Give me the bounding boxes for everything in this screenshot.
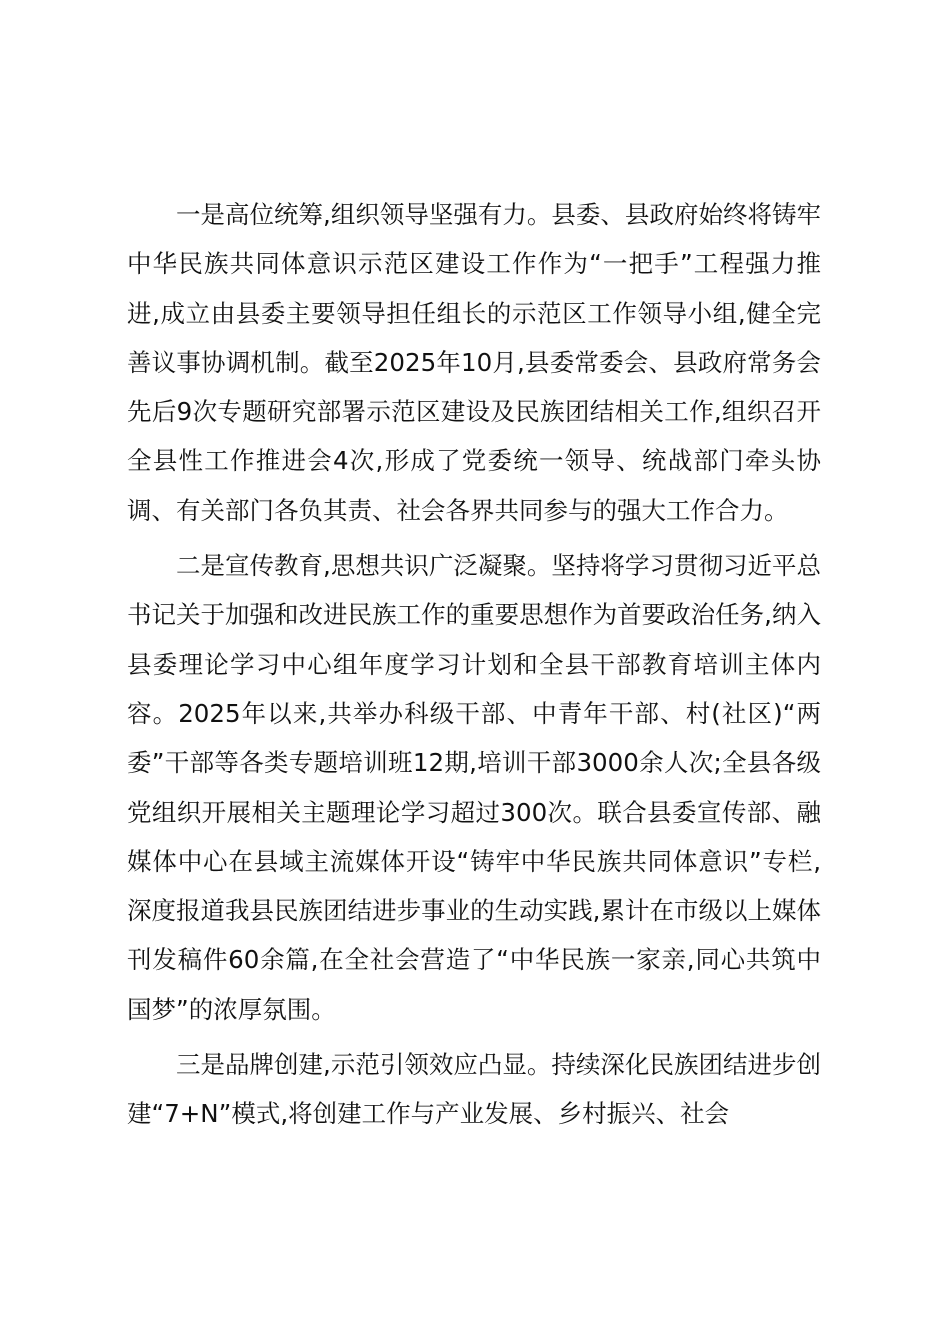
paragraph-publicity-education: 二是宣传教育,思想共识广泛凝聚。坚持将学习贯彻习近平总书记关于加强和改进民族工作的重要思想作为首要政治任务,纳入县委理论学习中心组年度学习计划和全县干部教育培训主体内容。2025年以来,共举办科级干部、中青年干部、村(社区)“两委”干部等各类专题培训班12期,培训干部3000余人次;全县各级党组织开展相关主题理论学习超过300次。联合县委宣传部、融媒体中心在县域主流媒体开设“铸牢中华民族共同体意识”专栏,深度报道我县民族团结进步事业的生动实践,累计在市级以上媒体刊发稿件60余篇,在全社会营造了“中华民族一家亲,同心共筑中国梦”的浓厚氛围。 bbox=[127, 551, 821, 1024]
paragraph-leadership: 一是高位统筹,组织领导坚强有力。县委、县政府始终将铸牢中华民族共同体意识示范区建设工作作为“一把手”工程强力推进,成立由县委主要领导担任组长的示范区工作领导小组,健全完善议事协调机制。截至2025年10月,县委常委会、县政府常务会先后9次专题研究部署示范区建设及民族团结相关工作,组织召开全县性工作推进会4次,形成了党委统一领导、统战部门牵头协调、有关部门各负其责、社会各界共同参与的强大工作合力。 bbox=[127, 200, 821, 525]
paragraph-brand-building: 三是品牌创建,示范引领效应凸显。持续深化民族团结进步创建“7+N”模式,将创建工作与产业发展、乡村振兴、社会 bbox=[127, 1050, 821, 1129]
document-body bbox=[127, 190, 821, 1139]
